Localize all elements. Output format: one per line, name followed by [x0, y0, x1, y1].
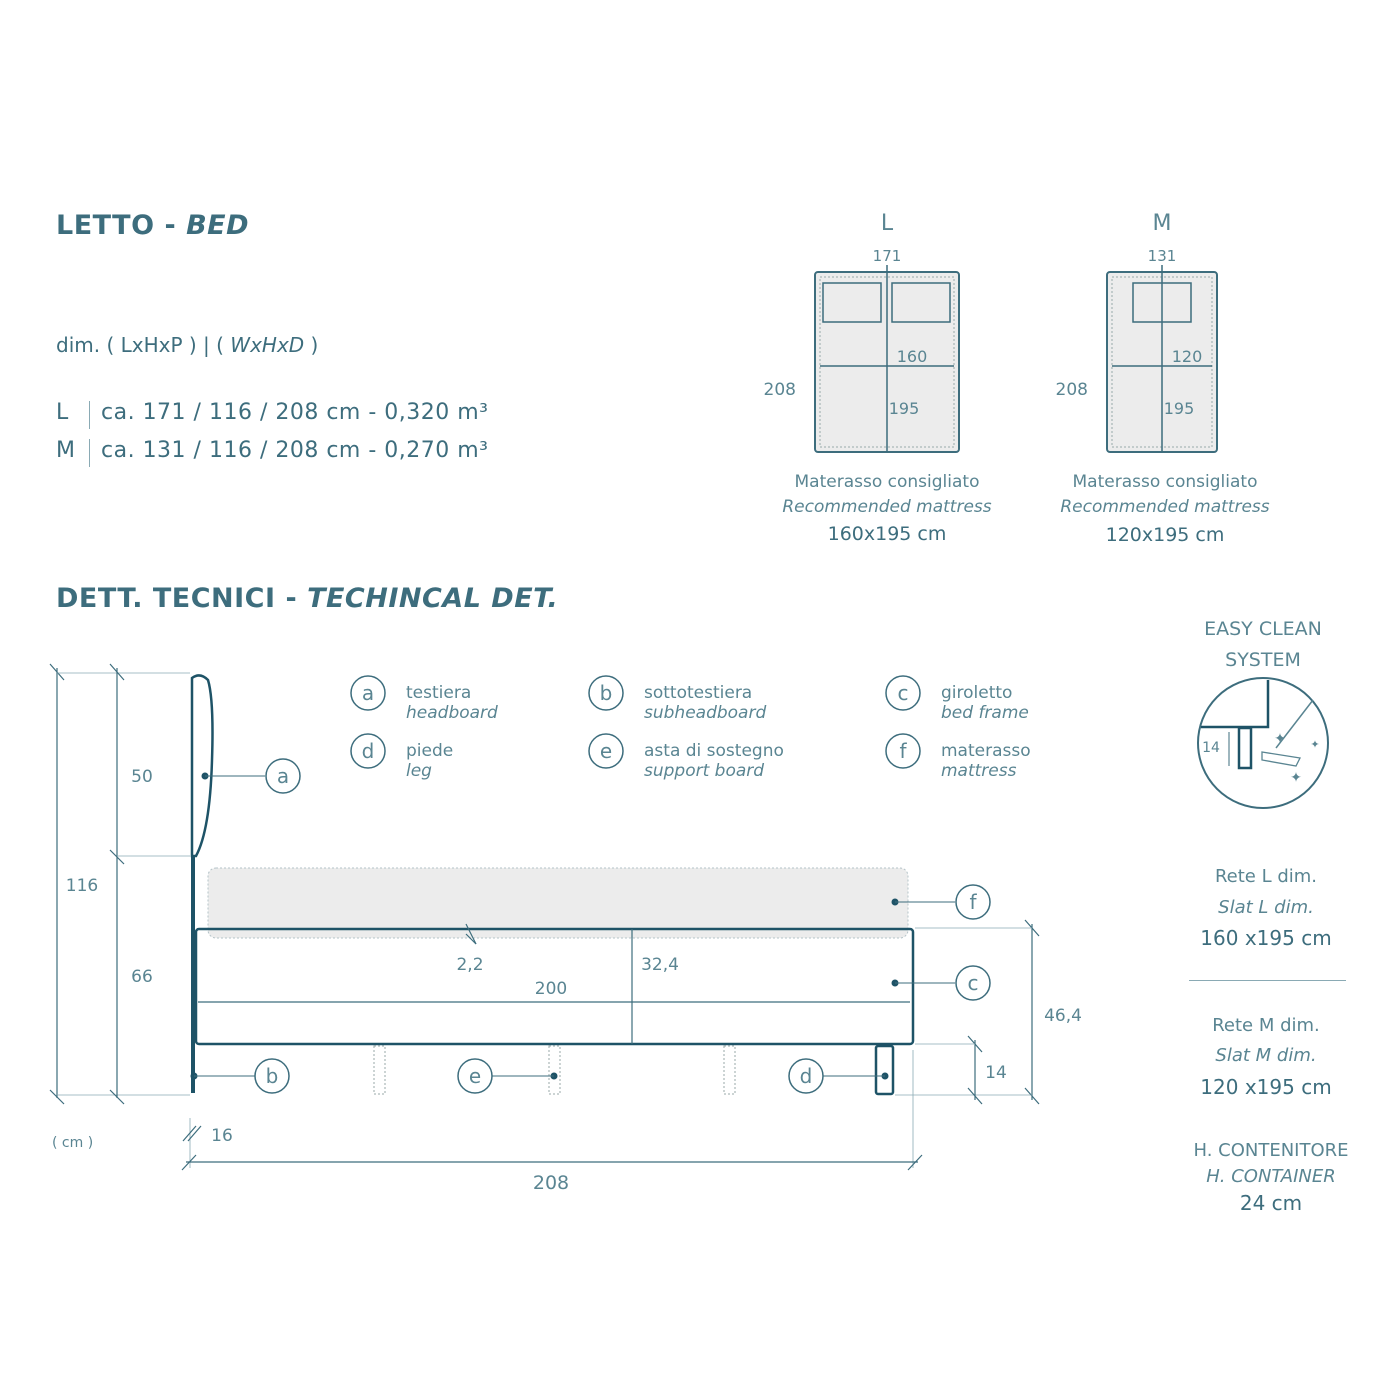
spec-m-value: 120 x195 cm [1200, 1075, 1332, 1099]
plan-l-width: 171 [872, 247, 902, 265]
plan-l-size: L [880, 211, 894, 236]
dim-leg-height: 14 [985, 1063, 1007, 1083]
legend-it: asta di sostegno [644, 741, 784, 761]
callout-c-key: c [967, 971, 979, 995]
legend-item-c [886, 676, 1029, 723]
plan-l-mattress-w: 160 [896, 347, 928, 366]
dim-frame-height: 46,4 [1044, 1006, 1082, 1026]
dim-inner-length: 200 [534, 979, 568, 999]
legend-key: b [599, 681, 613, 705]
spec-l-it: Rete L dim. [1214, 866, 1318, 887]
callout-d-key: d [799, 1064, 813, 1088]
legend-it: materasso [941, 741, 1031, 761]
plan-m-label-it: Materasso consigliato [1072, 472, 1258, 492]
legend-en: mattress [941, 761, 1017, 781]
dim-label-c: ) [304, 333, 319, 357]
sparkle-icon: ✦ [1310, 738, 1320, 751]
legend-key: a [361, 681, 375, 705]
dim-head-thickness: 16 [211, 1126, 233, 1146]
callout-e-key: e [468, 1064, 482, 1088]
legend-it: sottotestiera [644, 683, 753, 703]
plan-m-mattress-w: 120 [1171, 347, 1203, 366]
legend-en: support board [644, 761, 765, 781]
plan-l-mattress-l: 195 [888, 399, 920, 418]
size-code: M [56, 438, 76, 463]
dim-total-height: 116 [65, 876, 99, 896]
legend-item-b [589, 676, 766, 723]
spec-container-it: H. CONTENITORE [1193, 1140, 1349, 1161]
legend-it: testiera [406, 683, 472, 703]
sparkle-icon: ✦ [1290, 770, 1302, 786]
spec-divider [1189, 980, 1346, 981]
legend-item-d [351, 734, 453, 781]
legend-item-e [589, 734, 784, 781]
legend-item-f [886, 734, 1031, 781]
plan-m-width: 131 [1147, 247, 1177, 265]
sparkle-icon: ✦ [1274, 731, 1286, 747]
dim-label-b: WxHxD [230, 333, 305, 357]
size-row-m-value: ca. 131 / 116 / 208 cm - 0,270 m³ [101, 438, 489, 463]
legend-key: e [599, 739, 613, 763]
plan-m-mattress-l: 195 [1163, 399, 1195, 418]
size-code: L [56, 400, 69, 425]
easy-clean-value: 14 [1202, 740, 1220, 756]
dim-depth-to-slat: 32,4 [641, 955, 679, 975]
callout-a-key: a [276, 764, 290, 788]
spec-container-en: H. CONTAINER [1206, 1166, 1336, 1187]
easy-clean-detail [1198, 678, 1328, 808]
spec-m-en: Slat M dim. [1215, 1045, 1317, 1066]
spec-l-en: Slat L dim. [1218, 897, 1314, 918]
legend-it: piede [406, 741, 454, 761]
support-boards [374, 1046, 735, 1094]
legend-key: c [897, 681, 909, 705]
dim-total-length: 208 [532, 1172, 570, 1194]
dim-label-a: dim. ( LxHxP ) | ( [56, 333, 231, 357]
legend-en: subheadboard [644, 703, 767, 723]
legend-en: leg [406, 761, 432, 781]
legend-key: f [899, 739, 907, 763]
spec-m-it: Rete M dim. [1212, 1015, 1320, 1036]
dim-slat-offset: 2,2 [456, 955, 484, 975]
right-dimensions [895, 920, 1039, 1104]
title-italic: BED [186, 210, 249, 241]
mattress-shape [208, 868, 908, 938]
legend-it: giroletto [941, 683, 1013, 703]
technical-title-italic: TECHINCAL DET. [307, 583, 559, 614]
dim-lower-height: 66 [131, 967, 153, 987]
callout-b-key: b [265, 1064, 279, 1088]
size-row-l-value: ca. 171 / 116 / 208 cm - 0,320 m³ [101, 400, 489, 425]
plan-m-size: M [1152, 211, 1172, 236]
legend [351, 676, 1031, 781]
title-main: LETTO - [56, 210, 187, 241]
legend-key: d [361, 739, 375, 763]
legend-item-a [351, 676, 498, 723]
leg-shape [876, 1046, 893, 1094]
easy-clean-title-2: SYSTEM [1225, 649, 1301, 671]
plan-l-dim: 160x195 cm [827, 523, 947, 545]
easy-clean-title-1: EASY CLEAN [1204, 618, 1322, 640]
spec-l-value: 160 x195 cm [1200, 926, 1332, 950]
dim-head-height: 50 [131, 767, 153, 787]
technical-title-main: DETT. TECNICI - [56, 583, 308, 614]
unit-label: ( cm ) [52, 1135, 94, 1151]
plan-l-label-en: Recommended mattress [782, 497, 992, 517]
plan-l-label-it: Materasso consigliato [794, 472, 980, 492]
plan-m-length: 208 [1055, 380, 1088, 400]
spec-container-value: 24 cm [1239, 1191, 1303, 1215]
plan-m-label-en: Recommended mattress [1060, 497, 1270, 517]
callout-f-key: f [969, 890, 977, 914]
legend-en: headboard [406, 703, 498, 723]
plan-l-length: 208 [763, 380, 796, 400]
plan-m-dim: 120x195 cm [1105, 524, 1225, 546]
legend-en: bed frame [941, 703, 1029, 723]
